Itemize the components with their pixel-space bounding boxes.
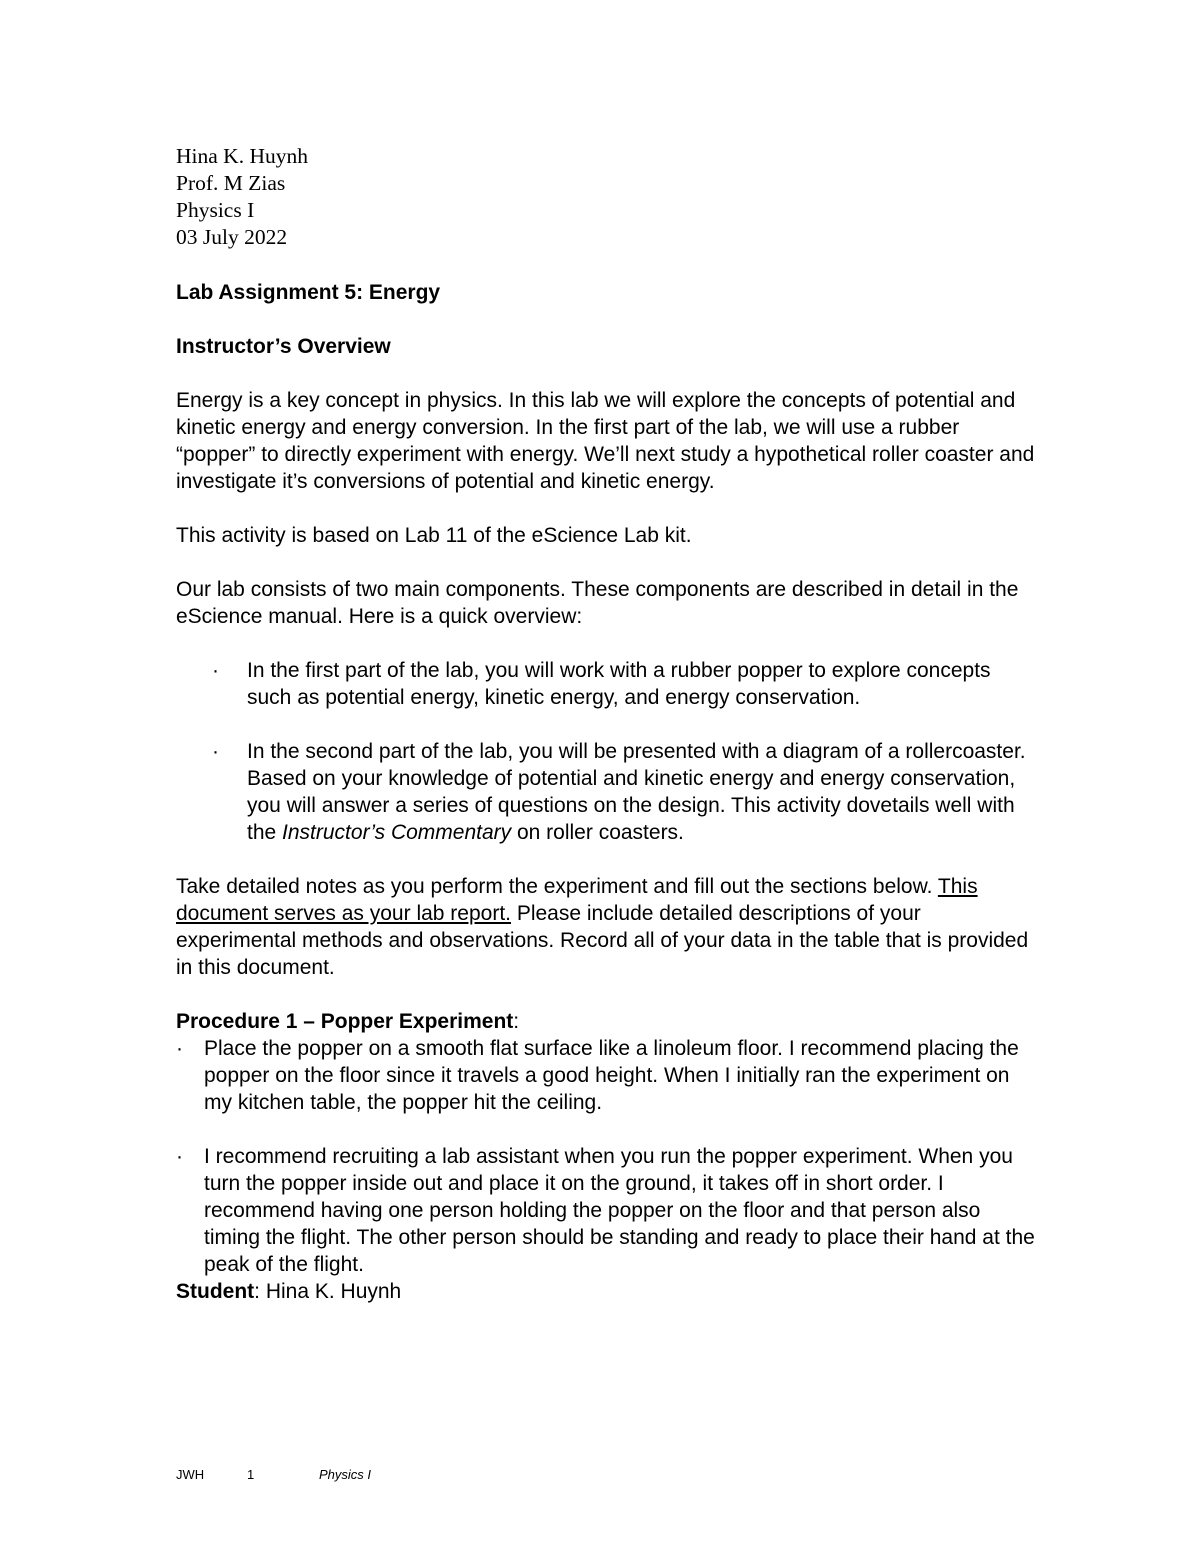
procedure-step-text: I recommend recruiting a lab assistant when you run the popper experiment. When you turn the popper inside out and place it on the ground, it takes off in short order. I recommend having one person holding the popper on the floor and that person also timing the flight. The other person should be standing and ready to place their hand at the peak of the flight. — [204, 1145, 1035, 1276]
student-name: Hina K. Huynh — [176, 144, 308, 168]
components-list — [176, 657, 1036, 846]
procedure-step-text: Place the popper on a smooth flat surface like a linoleum floor. I recommend placing the popper on the floor since it travels a good height. When I initially ran the experiment on my kitchen table, the popper hit the ceiling. — [204, 1037, 1019, 1114]
notes-paragraph — [176, 873, 1036, 981]
footer-initials: JWH — [176, 1467, 205, 1482]
list-item — [176, 738, 1036, 846]
notes-text: Please include detailed descriptions of your experimental methods and observations. Record all of your data in the table that is provided in this document. — [176, 902, 1029, 979]
components-intro: Our lab consists of two main components. These components are described in detail in the eScience manual. Here is a quick overview: — [176, 578, 1019, 628]
procedure-heading-suffix: : — [513, 1010, 520, 1033]
document-date: 03 July 2022 — [176, 225, 288, 249]
list-item-text: In the first part of the lab, you will work with a rubber popper to explore concepts such as potential energy, kinetic energy, and energy conservation. — [247, 659, 991, 709]
based-on-paragraph: This activity is based on Lab 11 of the eScience Lab kit. — [176, 524, 692, 547]
student-label: Student — [176, 1280, 255, 1303]
procedure-heading-text: Procedure 1 – Popper Experiment — [176, 1010, 514, 1033]
list-item — [176, 657, 1036, 711]
list-item-text: on roller coasters. — [511, 821, 684, 844]
bullet-symbol: · — [176, 1037, 183, 1060]
procedure-steps — [176, 1035, 1036, 1278]
footer-page-number: 1 — [247, 1467, 255, 1482]
overview-paragraph: Energy is a key concept in physics. In this lab we will explore the concepts of potential and kinetic energy and energy conversion. In the first part of the lab, we will use a rubber “popper” to directly experiment with energy. We’ll next study a hypothetical roller coaster and investigate it’s conversions of potential and kinetic energy. — [176, 389, 1035, 493]
bullet-symbol: · — [212, 659, 219, 682]
bullet-symbol: · — [212, 740, 219, 763]
list-item — [176, 1035, 1036, 1116]
student-line — [176, 1278, 1036, 1305]
notes-text: Take detailed notes as you perform the experiment and fill out the sections below. — [176, 875, 938, 898]
document-title: Lab Assignment 5: Energy — [176, 281, 441, 304]
document-header — [176, 143, 308, 251]
bullet-symbol: · — [176, 1145, 183, 1168]
student-separator: : — [254, 1280, 266, 1303]
document-body — [176, 279, 1036, 1305]
list-item — [176, 1143, 1036, 1278]
list-item-text: In the second part of the lab, you will be presented with a diagram of a rollercoaster. Based on your knowledge of potential and kinetic energy and energy conservation, you will answer a series of questions on the design. This activity dovetails well with the — [247, 740, 1026, 844]
procedure-heading — [176, 1008, 1036, 1035]
overview-heading: Instructor’s Overview — [176, 335, 391, 358]
underlined-emphasis: This document serves as your lab report. — [176, 875, 978, 925]
italic-reference: Instructor’s Commentary — [282, 821, 512, 844]
student-line-name: Hina K. Huynh — [265, 1280, 402, 1303]
professor-name: Prof. M Zias — [176, 171, 286, 195]
course-name: Physics I — [176, 198, 255, 222]
footer-course: Physics I — [319, 1467, 372, 1482]
